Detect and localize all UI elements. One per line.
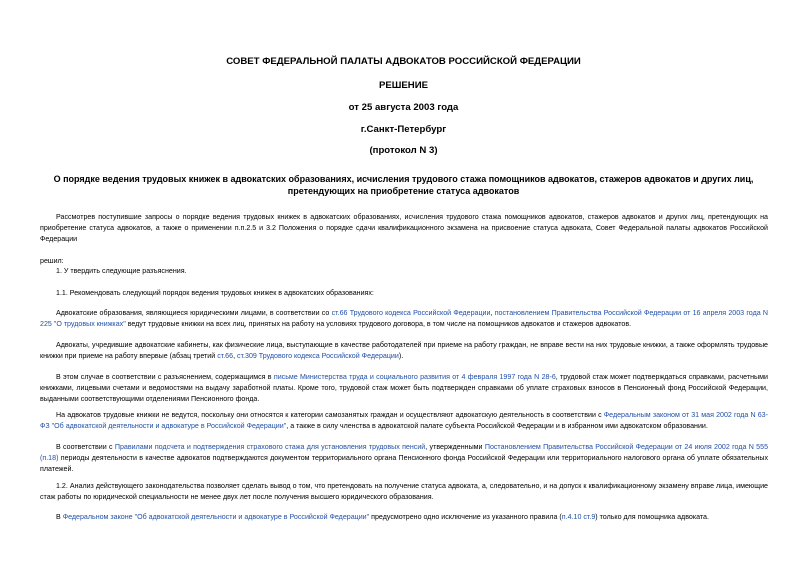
paragraph-4	[40, 410, 768, 432]
ministry-letter-link[interactable]: письме Министерства труда и социального развития от 4 февраля 1997 года N 28-6	[273, 373, 556, 381]
item-1-1: 1.1. Рекомендовать следующий порядок ведения трудовых книжек в адвокатских образованиях:	[56, 289, 374, 297]
p2-text-b: ,	[233, 352, 238, 360]
p5-text-c: периоды деятельности в качестве адвокатов подтверждаются документом территориального органа Пенсионного фонда Российской Федерации или территориального налогового органа об уплате обязательных платежей.	[40, 454, 768, 473]
org-heading: СОВЕТ ФЕДЕРАЛЬНОЙ ПАЛАТЫ АДВОКАТОВ РОССИЙСКОЙ ФЕДЕРАЦИИ	[226, 56, 581, 67]
paragraph-5	[40, 442, 768, 475]
art66-link[interactable]: ст.66	[217, 352, 234, 360]
item-1: 1. У твердить следующие разъяснения.	[56, 267, 187, 275]
advocacy-law-link[interactable]: Федеральном законе "Об адвокатской деятельности и адвокатуре в Российской Федерации"	[62, 513, 370, 521]
paragraph-7	[40, 512, 768, 523]
paragraph-1	[40, 308, 768, 330]
paragraph-2	[40, 340, 768, 362]
doc-type-heading: РЕШЕНИЕ	[378, 80, 429, 91]
p1-text-b: ,	[490, 309, 495, 317]
p4-text-b: , а также в силу членства в адвокатской палате субъекта Российской Федерации и в избранном ими адвокатском образовании.	[286, 422, 708, 430]
labor-code-art309-link[interactable]: ст.309 Трудового кодекса Российской Федерации	[237, 352, 399, 360]
art9-p410-link[interactable]: п.4.10 ст.9	[561, 513, 596, 521]
insurance-rules-link[interactable]: Правилами подсчета и подтверждения страхового стажа для установления трудовых пенсий	[114, 443, 426, 451]
doc-city: г.Санкт-Петербург	[360, 124, 447, 135]
government-decree-555-link[interactable]: Постановлением Правительства Российской Федерации от 24 июля 2002 года N 555 (п.18)	[40, 443, 769, 462]
doc-title-line2: претендующих на приобретение статуса адвокатов	[287, 186, 520, 196]
p2-text-c: ).	[398, 352, 404, 360]
p5-text-a: В соответствии с	[56, 443, 115, 451]
doc-title-line1: О порядке ведения трудовых книжек в адвокатских образованиях, исчисления трудового стажа помощников адвокатов, стажеров адвокатов и других лиц,	[53, 174, 754, 184]
doc-date: от 25 августа 2003 года	[348, 102, 459, 113]
p4-text-a: На адвокатов трудовые книжки не ведутся, поскольку они относятся к категории самозанятых граждан и осуществляют адвокатскую деятельность в соответствии с	[56, 411, 604, 419]
p7-text-c: ) только для помощника адвоката.	[595, 513, 709, 521]
paragraph-6: 1.2. Анализ действующего законодательства позволяет сделать вывод о том, что претендовать на получение статуса адвоката, а, следовательно, и на допуск к квалификационному экзамену вправе лица, имеющие стаж работы по юридической специальности не менее двух лет после получения высшего юридического образования.	[40, 482, 768, 501]
p1-text-c: ведут трудовые книжки на всех лиц, принятых на работу на условиях трудового договора, в том числе на помощников адвокатов и стажеров адвокатов.	[125, 320, 632, 328]
doc-protocol: (протокол N 3)	[369, 145, 438, 156]
federal-law-63fz-link[interactable]: Федеральным законом от 31 мая 2002 года N 63-ФЗ "Об адвокатской деятельности и адвокатуре в Российской Федерации"	[40, 411, 768, 430]
p7-text-a: В	[56, 513, 63, 521]
p3-text-a: В этом случае в соответствии с разъяснением, содержащимся в	[56, 373, 274, 381]
p7-text-b: предусмотрено одно исключение из указанного правила (	[369, 513, 562, 521]
p5-text-b: , утвержденными	[425, 443, 485, 451]
resolved-label: решил:	[40, 257, 64, 265]
intro-paragraph: Рассмотрев поступившие запросы о порядке ведения трудовых книжек в адвокатских образованиях, исчисления трудового стажа помощников адвокатов, стажеров адвокатов и других лиц, претендующих на приобретение статуса адвокатов, а также о применении п.п.2.5 и 3.2 Положения о порядке сдачи квалификационного экзамена на присвоение статуса адвоката, Совет Федеральной палаты адвокатов Российской Федерации	[40, 213, 768, 243]
p1-text-a: Адвокатские образования, являющиеся юридическими лицами, в соответствии со	[56, 309, 332, 317]
paragraph-3	[40, 372, 768, 405]
p3-text-b: , трудовой стаж может подтверждаться справками, расчетными книжками, лицевыми счетами и ведомостями на выдачу заработной платы. Кроме того, трудовой стаж может быть подтвержден справками об уплате страховых взносов в Пенсионный фонд Российской Федерации, выданными соответствующими отделениями Пенсионного фонда.	[40, 373, 768, 403]
p2-text-a: Адвокаты, учредившие адвокатские кабинеты, как физические лица, выступающие в качестве работодателей при приеме на работу граждан, не вправе вести на них трудовые книжки, а также оформлять трудовые книжки при приеме на работу впервые (абзац третий	[40, 341, 768, 360]
labor-code-art66-link[interactable]: ст.66 Трудового кодекса Российской Федерации	[331, 309, 491, 317]
government-decree-225-link[interactable]: постановлением Правительства Российской Федерации от 16 апреля 2003 года N 225 "О трудовых книжках"	[40, 309, 769, 328]
